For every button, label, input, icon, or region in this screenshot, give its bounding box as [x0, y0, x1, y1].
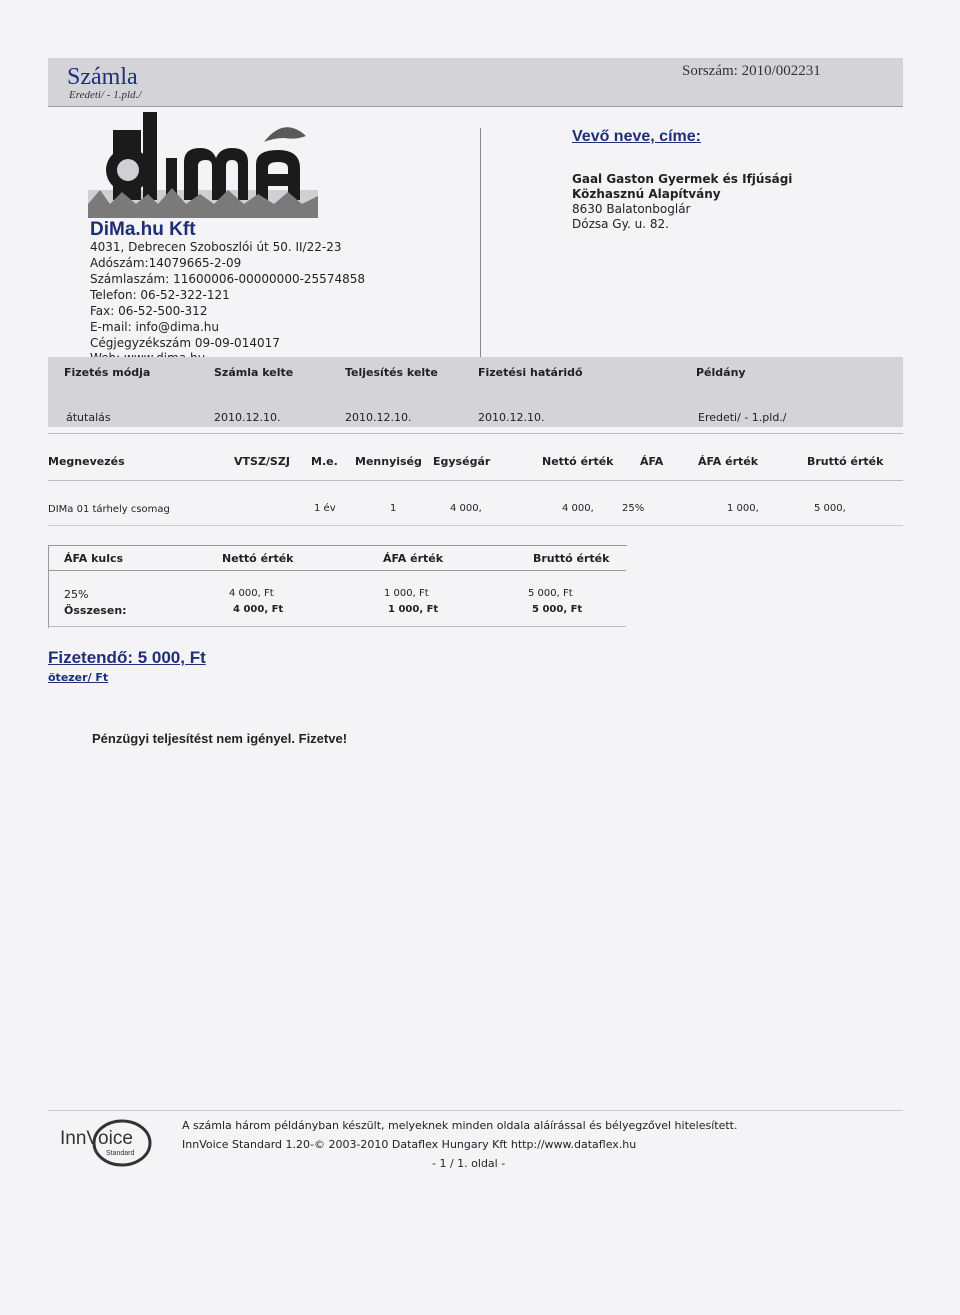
col-header-vtsz: VTSZ/SZJ	[234, 455, 290, 468]
info-header-copy: Példány	[696, 366, 746, 379]
vat-row-gross: 5 000, Ft	[528, 588, 573, 599]
seller-phone: Telefon: 06-52-322-121	[90, 288, 230, 302]
item-vat-rate: 25%	[622, 503, 645, 514]
buyer-name-line1: Gaal Gaston Gyermek és Ifjúsági	[572, 172, 793, 186]
vat-total-label: Összesen:	[64, 604, 127, 617]
info-copy: Eredeti/ - 1.pld./	[698, 411, 787, 424]
item-net-value: 4 000,	[562, 503, 594, 514]
footer-software: InnVoice Standard 1.20-© 2003-2010 Dataflex Hungary Kft http://www.dataflex.hu	[182, 1138, 637, 1151]
logo-graphic	[88, 112, 318, 218]
col-header-unit: M.e.	[311, 455, 338, 468]
info-header-payment-method: Fizetés módja	[64, 366, 151, 379]
seller-registration: Cégjegyzékszám 09-09-014017	[90, 336, 280, 350]
buyer-street: Dózsa Gy. u. 82.	[572, 217, 669, 231]
vat-header-net: Nettó érték	[222, 552, 294, 565]
col-header-vat: ÁFA	[640, 455, 664, 468]
company-logo	[88, 112, 318, 218]
payment-note: Pénzügyi teljesítést nem igényel. Fizetve!	[92, 731, 348, 746]
column-divider	[480, 128, 481, 364]
seller-address: 4031, Debrecen Szoboszlói út 50. II/22-23	[90, 240, 342, 254]
document-title: Számla	[67, 64, 138, 90]
innvoice-logo	[58, 1116, 158, 1170]
vat-total-gross: 5 000, Ft	[532, 604, 583, 615]
footer-statement: A számla három példányban készült, melyeknek minden oldala aláírással és bélyegzővel hitelesített.	[182, 1119, 738, 1132]
buyer-city: 8630 Balatonboglár	[572, 202, 691, 216]
col-header-unit-price: Egységár	[433, 455, 491, 468]
info-payment-method: átutalás	[66, 411, 111, 424]
buyer-heading: Vevő neve, címe:	[572, 128, 701, 145]
item-name: DIMa 01 tárhely csomag	[48, 504, 170, 515]
seller-name: DiMa.hu Kft	[90, 219, 196, 240]
innvoice-logo-text: InnVoice	[60, 1128, 133, 1149]
col-header-net-value: Nettó érték	[542, 455, 614, 468]
vat-total-net: 4 000, Ft	[233, 604, 284, 615]
col-header-name: Megnevezés	[48, 455, 125, 468]
seller-email: E-mail: info@dima.hu	[90, 320, 220, 334]
item-gross-value: 5 000,	[814, 503, 846, 514]
seller-tax: Adószám:14079665-2-09	[90, 256, 242, 270]
item-unit: 1 év	[314, 503, 336, 514]
vat-total-vat: 1 000, Ft	[388, 604, 439, 615]
innvoice-logo-subtext: Standard	[106, 1150, 135, 1157]
info-header-due-date: Fizetési határidő	[478, 366, 583, 379]
col-header-quantity: Mennyiség	[355, 455, 422, 468]
document-subtitle: Eredeti/ - 1.pld./	[69, 89, 142, 101]
info-fulfillment-date: 2010.12.10.	[345, 411, 412, 424]
vat-row-rate: 25%	[64, 588, 89, 601]
seller-fax: Fax: 06-52-500-312	[90, 304, 208, 318]
item-quantity: 1	[390, 503, 397, 514]
seller-account: Számlaszám: 11600006-00000000-25574858	[90, 272, 365, 286]
item-vat-value: 1 000,	[727, 503, 759, 514]
vat-header-vat: ÁFA érték	[383, 552, 444, 565]
vat-header-gross: Bruttó érték	[533, 552, 610, 565]
col-header-vat-value: ÁFA érték	[698, 455, 759, 468]
payable-in-words: ötezer/ Ft	[48, 671, 109, 684]
footer-page-number: - 1 / 1. oldal -	[432, 1157, 506, 1170]
vat-row-net: 4 000, Ft	[229, 588, 274, 599]
item-unit-price: 4 000,	[450, 503, 482, 514]
info-header-invoice-date: Számla kelte	[214, 366, 294, 379]
info-header-fulfillment-date: Teljesítés kelte	[345, 366, 438, 379]
vat-header-rate: ÁFA kulcs	[64, 552, 124, 565]
info-due-date: 2010.12.10.	[478, 411, 545, 424]
buyer-name-line2: Közhasznú Alapítvány	[572, 187, 721, 201]
info-invoice-date: 2010.12.10.	[214, 411, 281, 424]
vat-row-vat: 1 000, Ft	[384, 588, 429, 599]
invoice-serial: Sorszám: 2010/002231	[682, 63, 821, 79]
col-header-gross-value: Bruttó érték	[807, 455, 884, 468]
payable-amount: Fizetendő: 5 000, Ft	[48, 648, 206, 667]
